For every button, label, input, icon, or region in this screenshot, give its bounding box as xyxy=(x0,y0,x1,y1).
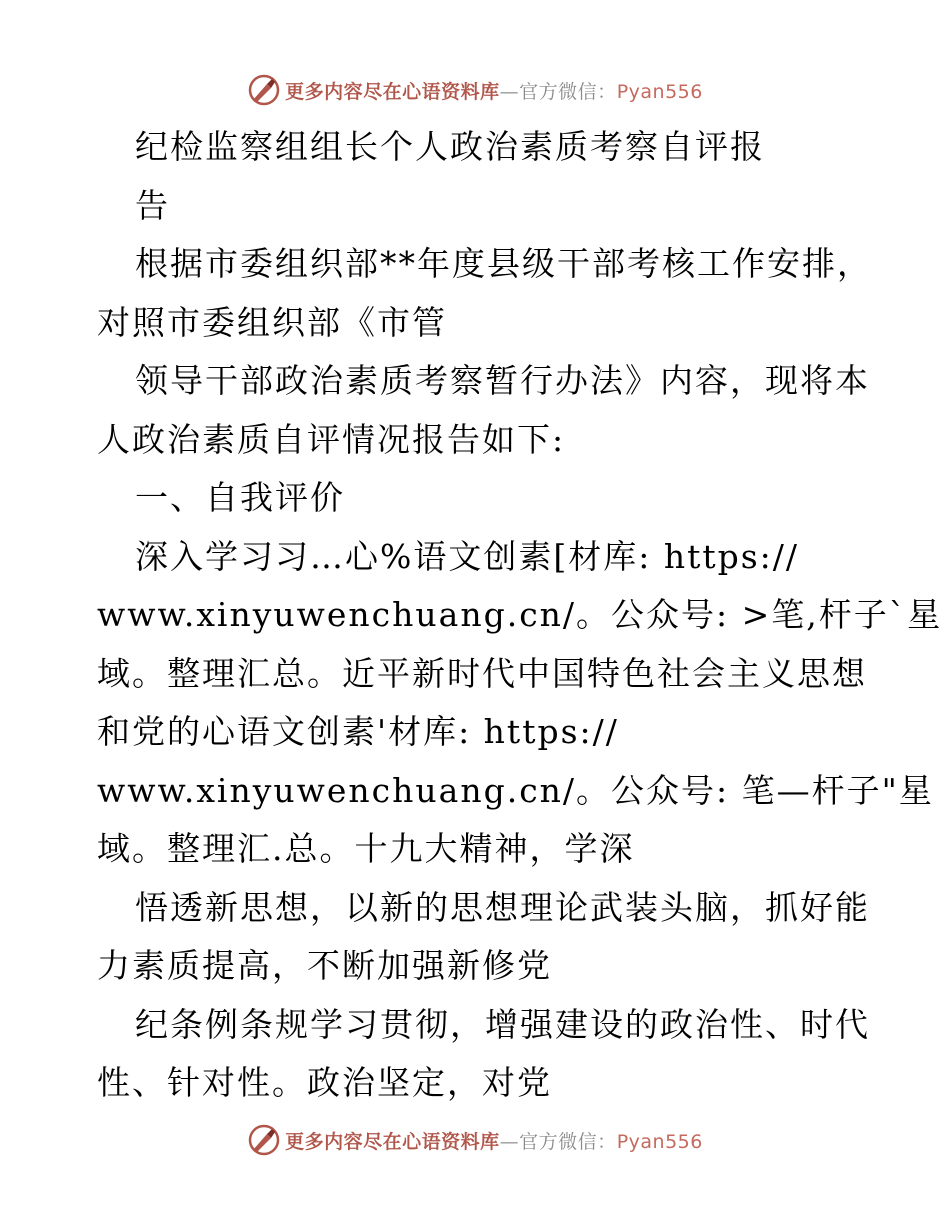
paragraph-line: 力素质提高，不断加强新修党 xyxy=(97,946,552,985)
paragraph-line: 领导干部政治素质考察暂行办法》内容，现将本 xyxy=(135,361,870,400)
paragraph-line: 纪条例条规学习贯彻，增强建设的政治性、时代 xyxy=(135,1004,870,1044)
banner-wechat-label: 官方微信： xyxy=(519,1130,617,1153)
banner-main-text: 更多内容尽在心语资料库 xyxy=(285,80,500,103)
banner-wechat-id: Pyan556 xyxy=(616,1130,703,1153)
banner-dash: — xyxy=(499,1130,520,1153)
paragraph-line: 和党的心语文创素'材库: https:// xyxy=(97,712,619,751)
paragraph-line: 对照市委组织部《市管 xyxy=(97,302,447,342)
pen-logo-icon xyxy=(247,73,281,107)
document-body xyxy=(97,118,943,1113)
paragraph-line: 深入学习习…心%语文创素[材库: https:// xyxy=(135,536,800,576)
footer-watermark-banner xyxy=(0,1120,950,1160)
header-watermark-banner xyxy=(0,70,950,110)
paragraph-line: 根据市委组织部**年度县级干部考核工作安排， xyxy=(135,244,872,283)
banner-dash: — xyxy=(499,80,520,103)
section-heading: 一、自我评价 xyxy=(135,478,345,517)
paragraph-line: www.xinyuwenchuang.cn/。公众号: >笔,杆子`星 xyxy=(97,595,943,634)
paragraph-line: 域。整理汇总。近平新时代中国特色社会主义思想 xyxy=(97,653,867,693)
banner-wechat-label: 官方微信： xyxy=(519,80,617,103)
paragraph-line: 性、针对性。政治坚定，对党 xyxy=(97,1063,552,1102)
title-line-1: 纪检监察组组长个人政治素质考察自评报 xyxy=(135,127,765,166)
banner-main-text: 更多内容尽在心语资料库 xyxy=(285,1130,500,1153)
paragraph-line: 悟透新思想，以新的思想理论武装头脑，抓好能 xyxy=(135,887,870,927)
paragraph-line: www.xinyuwenchuang.cn/。公众号: 笔—杆子"星 xyxy=(97,770,934,810)
banner-text xyxy=(285,77,703,104)
pen-logo-icon xyxy=(247,1123,281,1157)
banner-wechat-id: Pyan556 xyxy=(616,80,703,103)
banner-text xyxy=(285,1127,703,1154)
paragraph-line: 人政治素质自评情况报告如下: xyxy=(97,419,566,459)
paragraph-line: 域。整理汇.总。十九大精神，学深 xyxy=(97,829,635,868)
title-line-2: 告 xyxy=(135,185,170,225)
